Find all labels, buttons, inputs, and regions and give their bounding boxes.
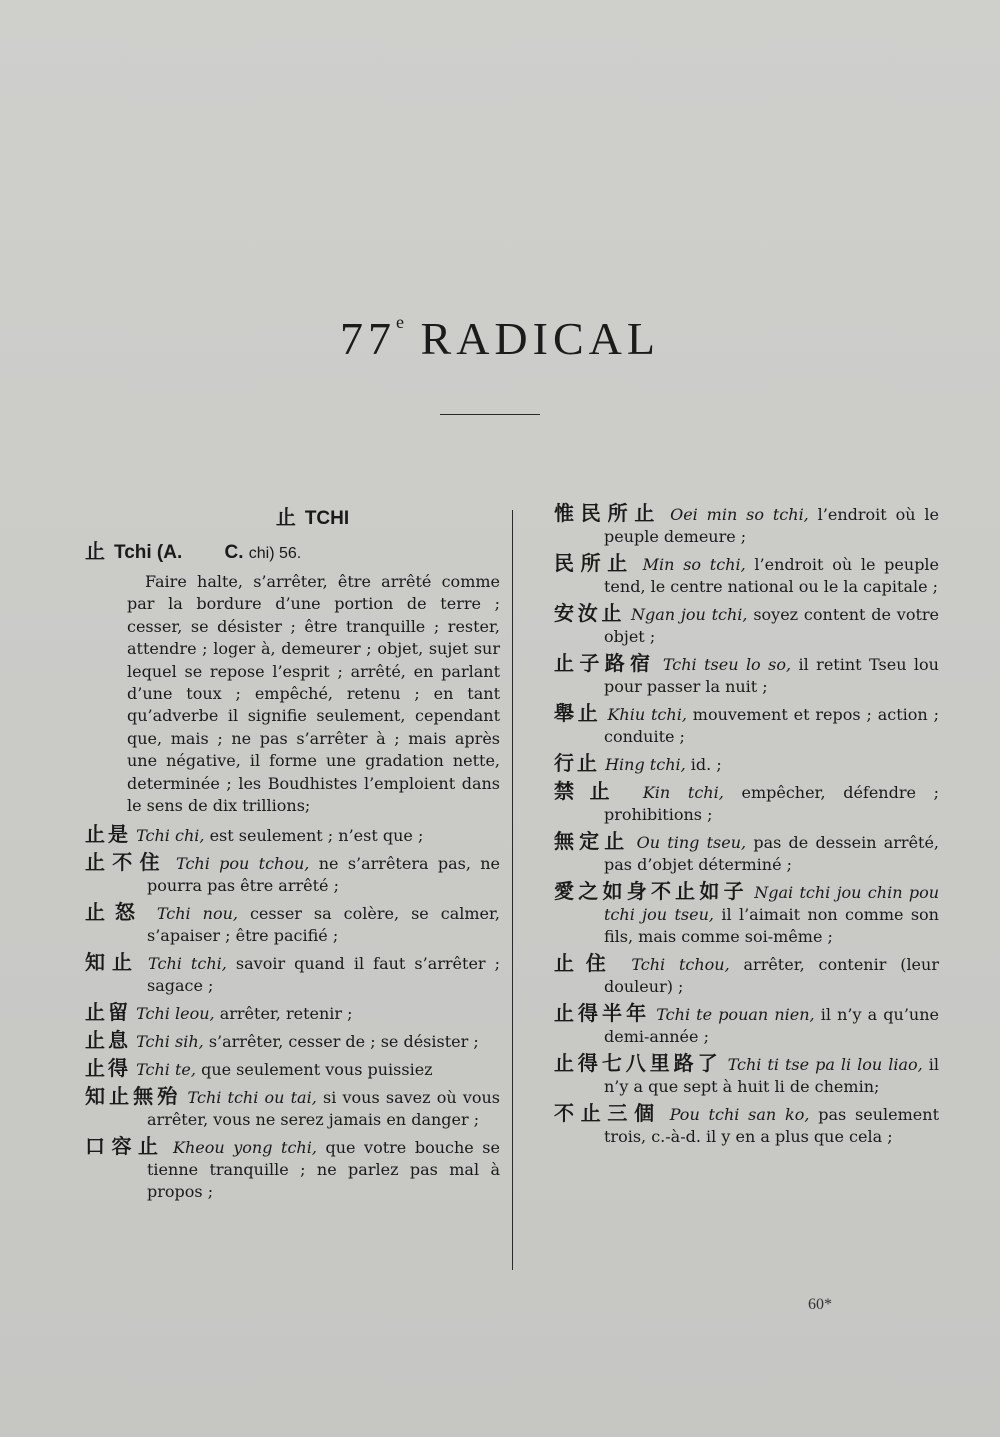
entry-characters: 止子路宿 [554, 651, 656, 675]
entry-meaning: il n’y a que sept à huit li de chemin; [604, 1055, 940, 1096]
entry-meaning: l’endroit où le peuple demeure ; [604, 505, 939, 546]
entry-characters: 不止三個 [554, 1101, 661, 1125]
entry-romanization: Min so tchi, [642, 555, 746, 574]
entry-characters: 止得半年 [554, 1001, 651, 1025]
entry-romanization: Kin tchi, [642, 783, 724, 802]
entry-meaning: s’arrêter, cesser de ; se désister ; [208, 1032, 479, 1052]
entry-characters: 無定止 [554, 829, 630, 853]
entry-meaning: est seulement ; n’est que ; [209, 826, 424, 846]
dictionary-entry [554, 1102, 939, 1148]
section-heading: 止 TCHI [275, 505, 350, 529]
entry-romanization: Ngai tchi jou chin pou tchi jou tseu, [604, 883, 940, 924]
entry-romanization: Pou tchi san ko, [669, 1105, 810, 1124]
entry-characters: 止得七八里路了 [554, 1051, 722, 1075]
dictionary-entry [85, 851, 500, 897]
page-number: 60* [808, 1296, 832, 1313]
entry-romanization: Tchi sih, [136, 1032, 204, 1052]
dictionary-entry [554, 652, 939, 698]
dictionary-entry [554, 552, 939, 598]
dictionary-entry [554, 830, 939, 876]
entry-characters: 止是 [85, 822, 131, 847]
entry-romanization: Tchi leou, [136, 1004, 215, 1024]
entry-characters: 止住 [554, 951, 618, 975]
right-column [554, 502, 939, 1152]
entry-meaning: pas de dessein arrêté, pas d’objet déterminé ; [604, 833, 940, 874]
entry-romanization: Tchi ti tse pa li lou liao, [727, 1055, 923, 1074]
dictionary-entry [85, 823, 500, 847]
entry-romanization: Tchi chi, [136, 826, 205, 846]
dictionary-entry [554, 780, 939, 826]
entry-characters: 舉止 [554, 701, 602, 725]
entry-characters: 止留 [85, 1000, 131, 1025]
entry-meaning: que votre bouche se tienne tranquille ; ne parlez pas mal à propos ; [147, 1138, 500, 1202]
entry-characters: 惟民所止 [554, 501, 662, 525]
dictionary-entry [554, 1052, 939, 1098]
right-entry-list [554, 502, 939, 1148]
entry-romanization: Tchi te, [136, 1060, 196, 1080]
dictionary-entry [554, 702, 939, 748]
entry-characters: 行止 [554, 751, 600, 775]
entry-romanization: Tchi tseu lo so, [662, 655, 792, 674]
dictionary-entry [85, 1057, 500, 1081]
entry-romanization: Tchi tchi ou tai, [187, 1088, 317, 1108]
entry-romanization: Oei min so tchi, [670, 505, 809, 524]
entry-characters: 民所止 [554, 551, 634, 575]
dictionary-entry [554, 602, 939, 648]
entry-meaning: que seulement vous puissiez [201, 1060, 433, 1080]
entry-characters: 止息 [85, 1028, 131, 1053]
entry-meaning: il l’aimait non comme son fils, mais comme soi-même ; [604, 905, 939, 946]
dictionary-entry [85, 1001, 500, 1025]
entry-characters: 愛之如身不止如子 [554, 879, 748, 903]
entry-romanization: Ou ting tseu, [636, 833, 747, 852]
entry-characters: 止不住 [85, 850, 167, 875]
dictionary-entry [85, 1085, 500, 1131]
definition-paragraph: Faire halte, s’arrêter, être arrêté comme par la bordure d’une portion de terre ; cesser, se désister ; être tranquille ; rester, attendre ; loger à, demeurer ; objet, sujet sur lequel se repose l’esprit ; arrêté, en parlant d’une toux ; empêché, retenu ; en tant qu’adverbe il signifie seulement, cependant que, mais ; ne pas s’arrêter à ; mais après une négative, il forme une gradation nette, determinée ; les Boudhistes l’emploient dans le sens de dix trillions; [127, 572, 500, 816]
entry-characters: 知止無殆 [85, 1084, 182, 1109]
entry-romanization: Ngan jou tchi, [631, 605, 748, 624]
entry-romanization: Kheou yong tchi, [173, 1138, 317, 1158]
entry-romanization: Tchi tchi, [148, 954, 227, 974]
entry-meaning: mouvement et repos ; action ; conduite ; [604, 705, 939, 746]
entry-meaning: il retint Tseu lou pour passer la nuit ; [604, 655, 939, 696]
entry-meaning: ne s’arrêtera pas, ne pourra pas être arrêté ; [147, 854, 500, 896]
dictionary-entry [554, 502, 939, 548]
entry-romanization: Tchi nou, [156, 904, 238, 924]
entry-characters: 安汝止 [554, 601, 626, 625]
entry-romanization: Tchi tchou, [631, 955, 730, 974]
entry-meaning: pas seulement trois, c.-à-d. il y en a plus que cela ; [604, 1105, 939, 1146]
entry-meaning: cesser sa colère, se calmer, s’apaiser ; être pacifié ; [147, 904, 500, 946]
entry-meaning: soyez content de votre objet ; [604, 605, 940, 646]
entry-meaning: arrêter, retenir ; [219, 1004, 353, 1024]
entry-romanization: Hing tchi, [605, 755, 686, 774]
entry-meaning: arrêter, contenir (leur douleur) ; [604, 955, 939, 996]
dictionary-entry [85, 1029, 500, 1053]
entry-romanization: Khiu tchi, [607, 705, 687, 724]
entry-characters: 止得 [85, 1056, 131, 1081]
dictionary-entry [85, 901, 500, 947]
entry-romanization: Tchi te pouan nien, [656, 1005, 815, 1024]
left-entry-list [85, 823, 500, 1203]
entry-meaning: l’endroit où le peuple tend, le centre national ou le la capitale ; [604, 555, 940, 596]
entry-romanization: Tchi pou tchou, [176, 854, 310, 874]
entry-characters: 止怒 [85, 900, 145, 925]
entry-characters: 口容止 [85, 1134, 165, 1159]
dictionary-entry [554, 880, 939, 948]
entry-meaning: id. ; [690, 755, 722, 774]
entry-meaning: si vous savez où vous arrêter, vous ne serez jamais en danger ; [147, 1088, 501, 1130]
entry-meaning: savoir quand il faut s’arrêter ; sagace ; [147, 954, 501, 996]
page-title: 77e RADICAL [340, 312, 660, 364]
title-divider [440, 414, 540, 415]
column-divider [512, 510, 513, 1270]
left-column [85, 502, 500, 1207]
dictionary-entry [85, 1135, 500, 1203]
main-entry-heading: 止 Tchi (A. C. chi) 56. [85, 539, 302, 563]
entry-characters: 知止 [85, 950, 139, 975]
dictionary-entry [554, 752, 939, 776]
dictionary-entry [554, 952, 939, 998]
dictionary-entry [85, 951, 500, 997]
entry-meaning: empêcher, défendre ; prohibitions ; [604, 783, 940, 824]
entry-meaning: il n’y a qu’une demi-année ; [604, 1005, 940, 1046]
dictionary-entry [554, 1002, 939, 1048]
entry-characters: 禁止 [554, 779, 626, 803]
